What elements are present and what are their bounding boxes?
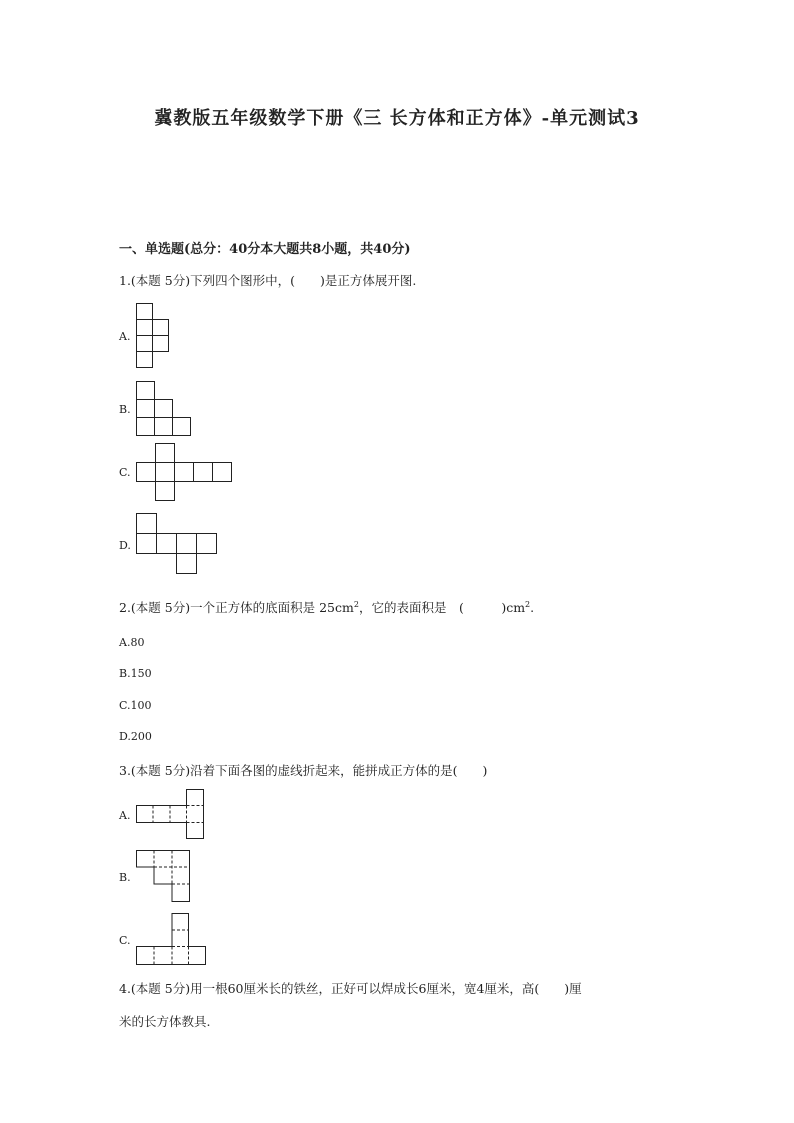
q1-option-c-label: C. — [119, 466, 131, 479]
question-4-stem-line-1: 4.(本题 5分)用一根60厘米长的铁丝，正好可以焊成长6厘米，宽4厘米，高( )厘 — [119, 981, 582, 996]
q2-option-b: B.150 — [119, 667, 152, 680]
q1-option-a-net — [136, 303, 172, 371]
page-title: 冀教版五年级数学下册《三 长方体和正方体》-单元测试3 — [154, 108, 640, 129]
q1-option-c-net — [136, 443, 234, 503]
squared-superscript: 2 — [353, 599, 359, 609]
q3-option-a-label: A. — [119, 809, 131, 822]
q2-option-c: C.100 — [119, 699, 152, 712]
question-1-stem: 1.(本题 5分)下列四个图形中，( )是正方体展开图. — [119, 273, 417, 288]
q1-option-a-label: A. — [119, 330, 131, 343]
q1-option-b-net — [136, 381, 192, 439]
q3-option-c-label: C. — [119, 934, 131, 947]
question-3-stem: 3.(本题 5分)沿着下面各图的虚线折起来，能拼成正方体的是( ) — [119, 763, 488, 778]
q3-option-b-label: B. — [119, 871, 131, 884]
question-2-stem-part-b: ，它的表面积是 ( )cm — [358, 600, 526, 615]
question-2-stem-part-a: 2.(本题 5分)一个正方体的底面积是 25cm — [119, 600, 354, 615]
q3-option-b-net — [136, 850, 192, 904]
q1-option-b-label: B. — [119, 403, 131, 416]
q3-option-c-net — [136, 913, 208, 967]
q1-option-d-label: D. — [119, 539, 131, 552]
q2-option-a: A.80 — [119, 636, 145, 649]
question-2-stem-part-c: . — [530, 600, 535, 615]
q3-option-a-net — [136, 789, 206, 841]
q1-option-d-net — [136, 513, 220, 577]
question-2-stem — [119, 598, 534, 616]
section-heading: 一、单选题(总分：40分本大题共8小题，共40分) — [119, 242, 411, 257]
question-4-stem-line-2: 米的长方体教具. — [119, 1014, 211, 1029]
q2-option-d: D.200 — [119, 730, 152, 743]
squared-superscript: 2 — [525, 599, 531, 609]
